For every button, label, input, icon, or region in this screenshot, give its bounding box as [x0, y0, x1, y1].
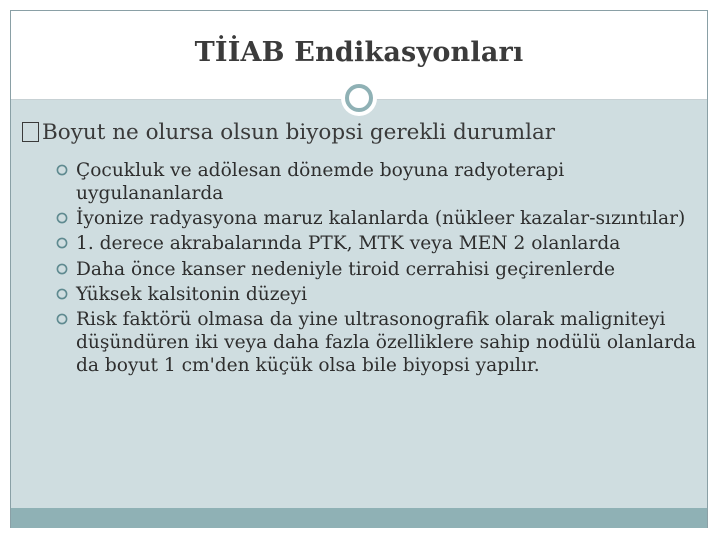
- ring-bullet-icon: [56, 212, 68, 224]
- list-item: [56, 283, 696, 306]
- section-heading-text: Boyut ne olursa olsun biyopsi gerekli durumlar: [42, 120, 556, 145]
- indication-list: [56, 159, 696, 379]
- square-bullet-icon: [22, 122, 39, 142]
- slide-title: TİİAB Endikasyonları: [194, 37, 524, 68]
- list-item: [56, 159, 696, 205]
- list-item: [56, 232, 696, 255]
- list-item: [56, 258, 696, 281]
- list-item-text: İyonize radyasyona maruz kalanlarda (nükleer kazalar-sızıntılar): [76, 208, 686, 230]
- list-item-text: Yüksek kalsitonin düzeyi: [76, 283, 308, 305]
- list-item-text: 1. derece akrabalarında PTK, MTK veya MEN 2 olanlarda: [76, 233, 621, 255]
- ring-bullet-icon: [56, 288, 68, 300]
- list-item-text: Çocukluk ve adölesan dönemde boyuna radyoterapi uygulananlarda: [76, 160, 565, 204]
- list-item: [56, 308, 696, 377]
- ring-bullet-icon: [56, 263, 68, 275]
- list-item: [56, 207, 696, 230]
- footer-bar: [11, 508, 707, 528]
- circle-ornament-icon: [341, 80, 377, 116]
- ring-bullet-icon: [56, 313, 68, 325]
- list-item-text: Daha önce kanser nedeniyle tiroid cerrahisi geçirenlerde: [76, 258, 616, 280]
- ring-bullet-icon: [56, 237, 68, 249]
- section-heading: [22, 120, 555, 145]
- list-item-text: Risk faktörü olmasa da yine ultrasonografik olarak maligniteyi düşündüren iki veya daha fazla özelliklere sahip nodülü olanlarda da boyut 1 cm'den küçük olsa bile biyopsi yapılır.: [76, 308, 696, 376]
- ring-bullet-icon: [56, 164, 68, 176]
